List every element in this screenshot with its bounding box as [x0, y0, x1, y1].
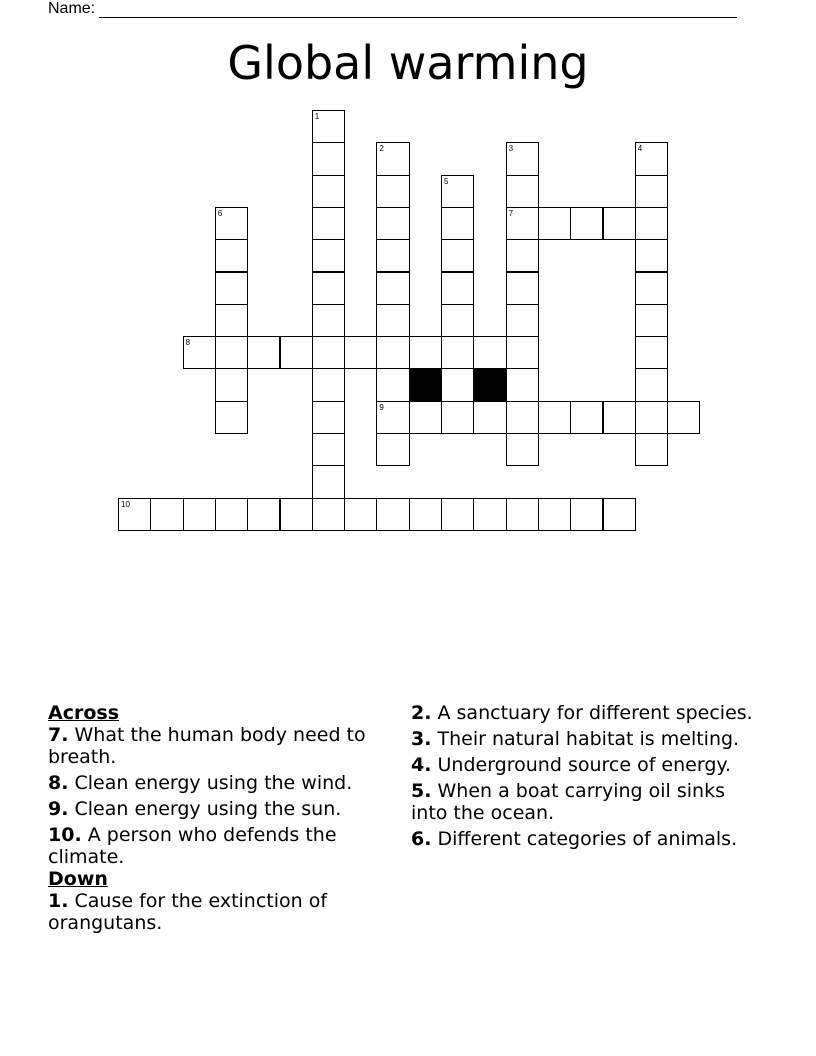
clue-number: 7. — [48, 724, 69, 746]
grid-cell[interactable] — [376, 304, 409, 337]
grid-cell[interactable] — [506, 175, 539, 208]
grid-cell[interactable] — [473, 401, 506, 434]
grid-cell[interactable] — [441, 498, 474, 531]
grid-cell[interactable] — [506, 498, 539, 531]
grid-cell[interactable] — [376, 207, 409, 240]
clue-number-label: 5 — [444, 176, 449, 186]
down-clue-3 — [411, 728, 756, 750]
grid-cell[interactable] — [150, 498, 183, 531]
across-clue-10 — [48, 824, 393, 868]
grid-cell[interactable] — [312, 304, 345, 337]
name-label: Name: — [48, 0, 96, 17]
grid-cell[interactable] — [538, 498, 571, 531]
grid-cell[interactable] — [635, 142, 668, 175]
grid-cell[interactable] — [376, 239, 409, 272]
grid-cell[interactable] — [538, 401, 571, 434]
grid-cell[interactable] — [441, 207, 474, 240]
grid-cell[interactable] — [312, 498, 345, 531]
grid-cell[interactable] — [635, 433, 668, 466]
grid-cell[interactable] — [376, 368, 409, 401]
grid-cell[interactable] — [441, 272, 474, 305]
clue-number-label: 8 — [185, 338, 191, 348]
grid-cell[interactable] — [506, 239, 539, 272]
grid-cell[interactable] — [409, 401, 442, 434]
grid-cell[interactable] — [635, 207, 668, 240]
grid-cell[interactable] — [409, 336, 442, 369]
grid-cell[interactable] — [344, 336, 377, 369]
grid-cell[interactable] — [506, 368, 539, 401]
grid-cell[interactable] — [473, 336, 506, 369]
grid-cell[interactable] — [215, 401, 248, 434]
clue-text: Clean energy using the wind. — [74, 772, 353, 794]
across-heading: Across — [48, 702, 120, 724]
grid-cell[interactable] — [635, 304, 668, 337]
grid-cell[interactable] — [215, 207, 248, 240]
clue-number: 4. — [411, 754, 432, 776]
grid-cell[interactable] — [376, 142, 409, 175]
grid-cell[interactable] — [409, 498, 442, 531]
clue-text: What the human body need to breath. — [48, 724, 366, 768]
down-clue-4 — [411, 754, 756, 776]
clue-text: Different categories of animals. — [437, 828, 738, 850]
grid-cell[interactable] — [441, 336, 474, 369]
grid-cell[interactable] — [376, 433, 409, 466]
grid-cell[interactable] — [280, 498, 313, 531]
grid-cell[interactable] — [441, 304, 474, 337]
grid-cell[interactable] — [312, 465, 345, 498]
grid-cell[interactable] — [376, 401, 409, 434]
grid-cell[interactable] — [506, 336, 539, 369]
grid-cell[interactable] — [506, 304, 539, 337]
grid-cell[interactable] — [215, 304, 248, 337]
grid-cell[interactable] — [215, 498, 248, 531]
clue-number: 5. — [411, 780, 432, 802]
clue-number-label: 7 — [508, 208, 514, 218]
grid-cell[interactable] — [603, 207, 636, 240]
grid-cell[interactable] — [118, 498, 151, 531]
clue-number: 9. — [48, 798, 69, 820]
grid-cell[interactable] — [441, 239, 474, 272]
clue-text: When a boat carrying oil sinks into the ocean. — [411, 780, 725, 824]
grid-cell[interactable] — [635, 272, 668, 305]
grid-cell[interactable] — [635, 239, 668, 272]
grid-cell[interactable] — [603, 401, 636, 434]
clue-number: 10. — [48, 824, 82, 846]
grid-cell[interactable] — [215, 336, 248, 369]
grid-cell[interactable] — [215, 239, 248, 272]
grid-cell[interactable] — [312, 336, 345, 369]
grid-cell[interactable] — [538, 207, 571, 240]
down-clue-1 — [48, 890, 393, 934]
down-clue-6 — [411, 828, 756, 850]
clue-number: 6. — [411, 828, 432, 850]
grid-cell[interactable] — [312, 239, 345, 272]
grid-cell[interactable] — [312, 175, 345, 208]
grid-cell[interactable] — [376, 336, 409, 369]
clue-text: Clean energy using the sun. — [74, 798, 342, 820]
clue-number-label: 4 — [637, 144, 643, 154]
grid-cell[interactable] — [506, 433, 539, 466]
grid-cell[interactable] — [473, 498, 506, 531]
clue-text: Their natural habitat is melting. — [437, 728, 740, 750]
grid-cell[interactable] — [570, 207, 603, 240]
grid-cell[interactable] — [506, 401, 539, 434]
grid-cell[interactable] — [603, 498, 636, 531]
grid-cell[interactable] — [441, 401, 474, 434]
grid-cell[interactable] — [183, 336, 216, 369]
grid-block — [473, 368, 506, 401]
clue-number-label: 10 — [121, 499, 130, 509]
grid-cell[interactable] — [635, 401, 668, 434]
puzzle-title: Global warming — [227, 36, 589, 90]
clue-number-label: 3 — [508, 144, 514, 154]
clue-number: 2. — [411, 702, 432, 724]
clue-text: Underground source of energy. — [437, 754, 731, 776]
grid-cell[interactable] — [312, 142, 345, 175]
grid-cell[interactable] — [312, 207, 345, 240]
clue-number: 3. — [411, 728, 432, 750]
grid-cell[interactable] — [570, 401, 603, 434]
grid-cell[interactable] — [635, 336, 668, 369]
grid-cell[interactable] — [247, 336, 280, 369]
clue-number-label: 1 — [314, 112, 320, 121]
grid-cell[interactable] — [635, 368, 668, 401]
grid-cell[interactable] — [215, 272, 248, 305]
clue-text: A sanctuary for different species. — [437, 702, 753, 724]
grid-cell[interactable] — [441, 175, 474, 208]
grid-cell[interactable] — [667, 401, 700, 434]
grid-cell[interactable] — [635, 175, 668, 208]
grid-cell[interactable] — [312, 433, 345, 466]
clue-text: A person who defends the climate. — [48, 824, 337, 868]
grid-cell[interactable] — [312, 368, 345, 401]
grid-cell[interactable] — [506, 142, 539, 175]
grid-cell[interactable] — [506, 272, 539, 305]
clue-number-label: 6 — [217, 208, 223, 218]
grid-cell[interactable] — [312, 401, 345, 434]
grid-cell[interactable] — [376, 272, 409, 305]
down-heading: Down — [48, 868, 108, 890]
grid-cell[interactable] — [215, 368, 248, 401]
grid-cell[interactable] — [312, 272, 345, 305]
clue-number: 1. — [48, 890, 69, 912]
grid-cell[interactable] — [506, 207, 539, 240]
across-clue-9 — [48, 798, 393, 820]
grid-cell[interactable] — [312, 110, 345, 143]
down-clue-5 — [411, 780, 756, 824]
grid-cell[interactable] — [280, 336, 313, 369]
grid-cell[interactable] — [376, 175, 409, 208]
grid-cell[interactable] — [344, 498, 377, 531]
clue-number-label: 2 — [379, 144, 384, 154]
grid-block — [409, 368, 442, 401]
grid-cell[interactable] — [570, 498, 603, 531]
clues-left-column — [48, 702, 393, 938]
clues-right-column — [411, 702, 756, 854]
down-clue-2 — [411, 702, 756, 724]
clue-number: 8. — [48, 772, 69, 794]
clue-text: Cause for the extinction of orangutans. — [48, 890, 328, 934]
clue-number-label: 9 — [379, 402, 384, 412]
grid-cell[interactable] — [183, 498, 216, 531]
grid-cell[interactable] — [247, 498, 280, 531]
grid-cell[interactable] — [376, 498, 409, 531]
across-clue-7 — [48, 724, 393, 768]
across-clue-8 — [48, 772, 393, 794]
